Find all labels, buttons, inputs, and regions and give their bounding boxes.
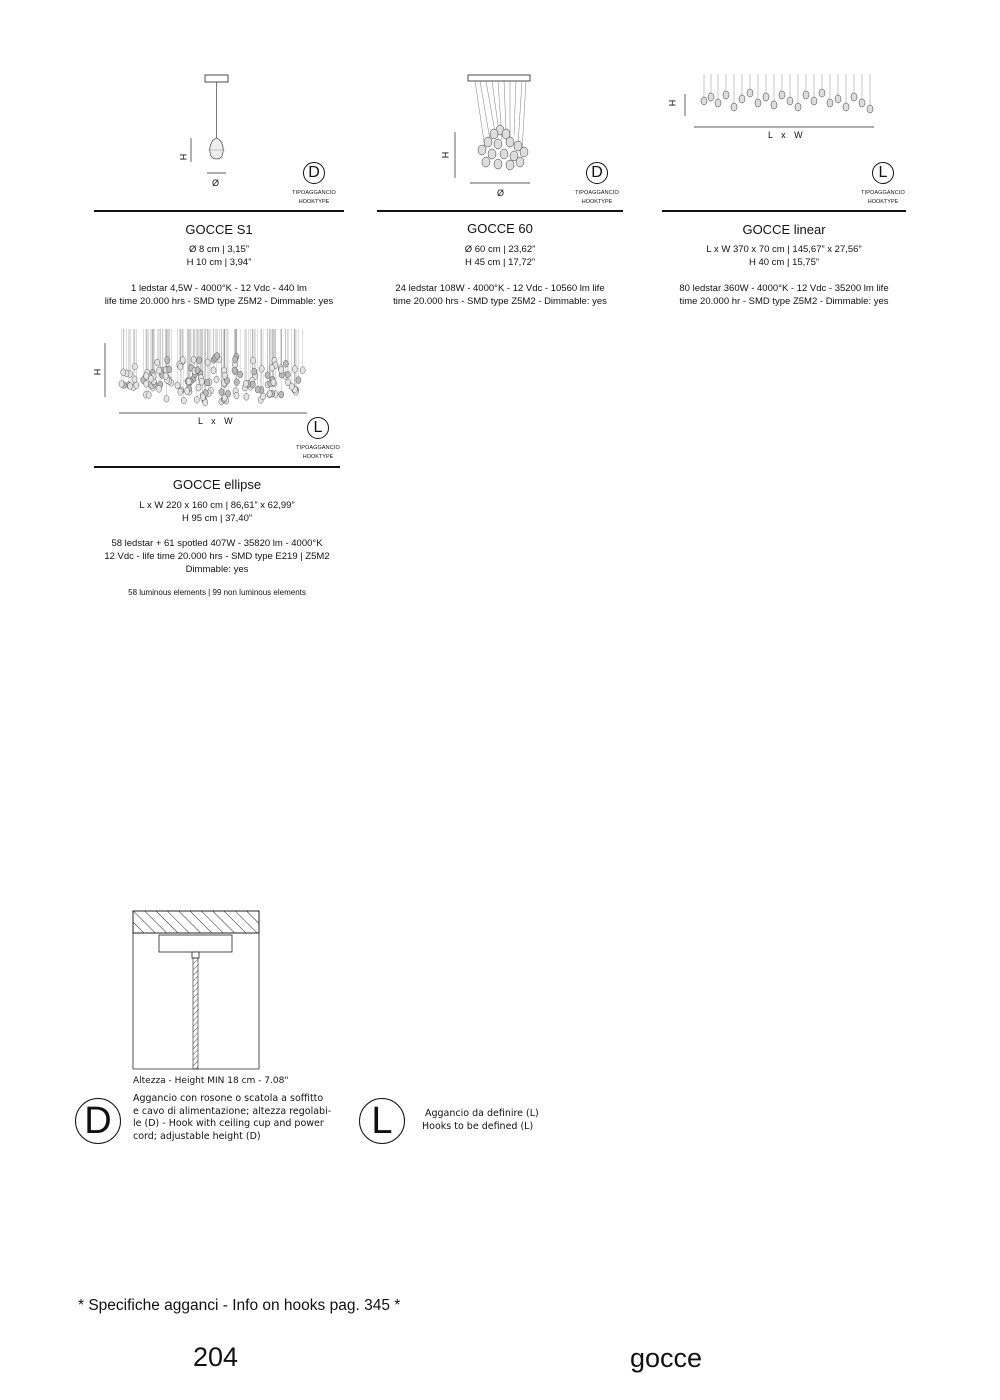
product-name: GOCCE ellipse (172, 477, 262, 492)
product-desc-3: Dimmable: yes (185, 564, 249, 575)
product-size-2: H 95 cm | 37,40” (181, 513, 253, 524)
product-desc-1: 58 ledstar + 61 spotled 407W - 35820 lm - 4000°K (111, 538, 323, 549)
product-size-1: Ø 60 cm | 23,62” (464, 244, 536, 255)
gocce-s1-height-label: H (178, 153, 189, 161)
gocce-linear-lxw-label: L x W (768, 130, 806, 140)
hook-l-icon: L (359, 1098, 405, 1144)
product-size-1: L x W 370 x 70 cm | 145,67” x 27,56” (706, 244, 862, 255)
hook-type-label-en: HOOKTYPE (298, 199, 330, 205)
product-size-2: H 45 cm | 17,72” (464, 257, 536, 268)
gocce-ellipse-height-label: H (92, 368, 103, 376)
page-number: 204 (193, 1342, 239, 1372)
product-desc-1: 24 ledstar 108W - 4000°K - 12 Vdc - 10560 lm life (395, 283, 605, 294)
hook-type-label: TIPOAGGANCIO (292, 190, 336, 196)
hook-l-line-1: Aggancio da definire (L) (425, 1108, 539, 1119)
hook-type-label-en: HOOKTYPE (581, 199, 613, 205)
hook-l-line-2: Hooks to be defined (L) (422, 1120, 534, 1132)
hook-type-label-en: HOOKTYPE (302, 454, 334, 460)
divider (377, 210, 623, 212)
product-note: 58 luminous elements | 99 non luminous elements (128, 588, 306, 597)
divider (94, 466, 340, 468)
product-name: GOCCE 60 (467, 221, 533, 236)
product-size-2: H 10 cm | 3,94” (186, 257, 252, 268)
hook-type-letter: D (303, 162, 325, 184)
product-name: GOCCE linear (742, 222, 826, 237)
gocce-s1-drawing (175, 70, 245, 195)
product-desc-2: time 20.000 hrs - SMD type Z5M2 - Dimmable: yes (393, 296, 607, 307)
hook-type-label: TIPOAGGANCIO (861, 190, 905, 196)
gocce-60-diameter-label: Ø (497, 188, 505, 198)
hook-type-letter: L (872, 162, 894, 184)
gocce-linear-height-label: H (667, 99, 678, 107)
gocce-ellipse-drawing (95, 325, 320, 420)
hooks-info-note: * Specifiche agganci - Info on hooks pag. 345 * (78, 1297, 401, 1314)
hook-type-label: TIPOAGGANCIO (296, 445, 340, 451)
hook-type-label-en: HOOKTYPE (867, 199, 899, 205)
hook-d-description (133, 1093, 331, 1143)
gocce-60-hook (567, 162, 627, 205)
product-size-1: L x W 220 x 160 cm | 86,61” x 62,99” (139, 500, 295, 511)
product-size-2: H 40 cm | 15,75” (748, 257, 820, 268)
section-title: gocce (630, 1343, 703, 1373)
product-desc-1: 1 ledstar 4,5W - 4000°K - 12 Vdc - 440 lm (131, 283, 307, 294)
product-desc-2: life time 20.000 hrs - SMD type Z5M2 - Dimmable: yes (104, 296, 334, 307)
ceiling-hook-diagram (130, 908, 265, 1073)
hook-l-description (422, 1108, 539, 1133)
product-desc-2: time 20.000 hr - SMD type Z5M2 - Dimmable: yes (679, 296, 889, 307)
divider (94, 210, 344, 212)
gocce-s1-hook (284, 162, 344, 205)
hook-type-label: TIPOAGGANCIO (575, 190, 619, 196)
hook-d-line-4: cord; adjustable height (D) (133, 1130, 261, 1142)
product-desc-1: 80 ledstar 360W - 4000°K - 12 Vdc - 35200 lm life (679, 283, 889, 294)
gocce-ellipse-hook (288, 417, 348, 460)
hook-type-letter: L (307, 417, 329, 439)
hook-type-letter: D (586, 162, 608, 184)
hook-d-icon: D (75, 1098, 121, 1144)
product-name: GOCCE S1 (185, 222, 253, 237)
hook-d-line-2: e cavo di alimentazione; altezza regolabi- (133, 1105, 332, 1117)
gocce-s1-diameter-label: Ø (212, 178, 220, 188)
hook-d-line-3: le (D) - Hook with ceiling cup and power (133, 1118, 324, 1129)
gocce-60-drawing (440, 70, 550, 195)
divider (662, 210, 906, 212)
gocce-ellipse-lxw-label: L x W (198, 416, 236, 426)
gocce-60-height-label: H (440, 151, 451, 159)
height-min-label: Altezza - Height MIN 18 cm - 7.08" (133, 1076, 289, 1086)
product-size-1: Ø 8 cm | 3,15” (188, 244, 249, 255)
hook-d-line-1: Aggancio con rosone o scatola a soffitto (133, 1093, 324, 1104)
gocce-linear-drawing (680, 70, 880, 132)
product-desc-2: 12 Vdc - life time 20.000 hrs - SMD type E219 | Z5M2 (104, 551, 330, 562)
gocce-linear-hook (853, 162, 913, 205)
